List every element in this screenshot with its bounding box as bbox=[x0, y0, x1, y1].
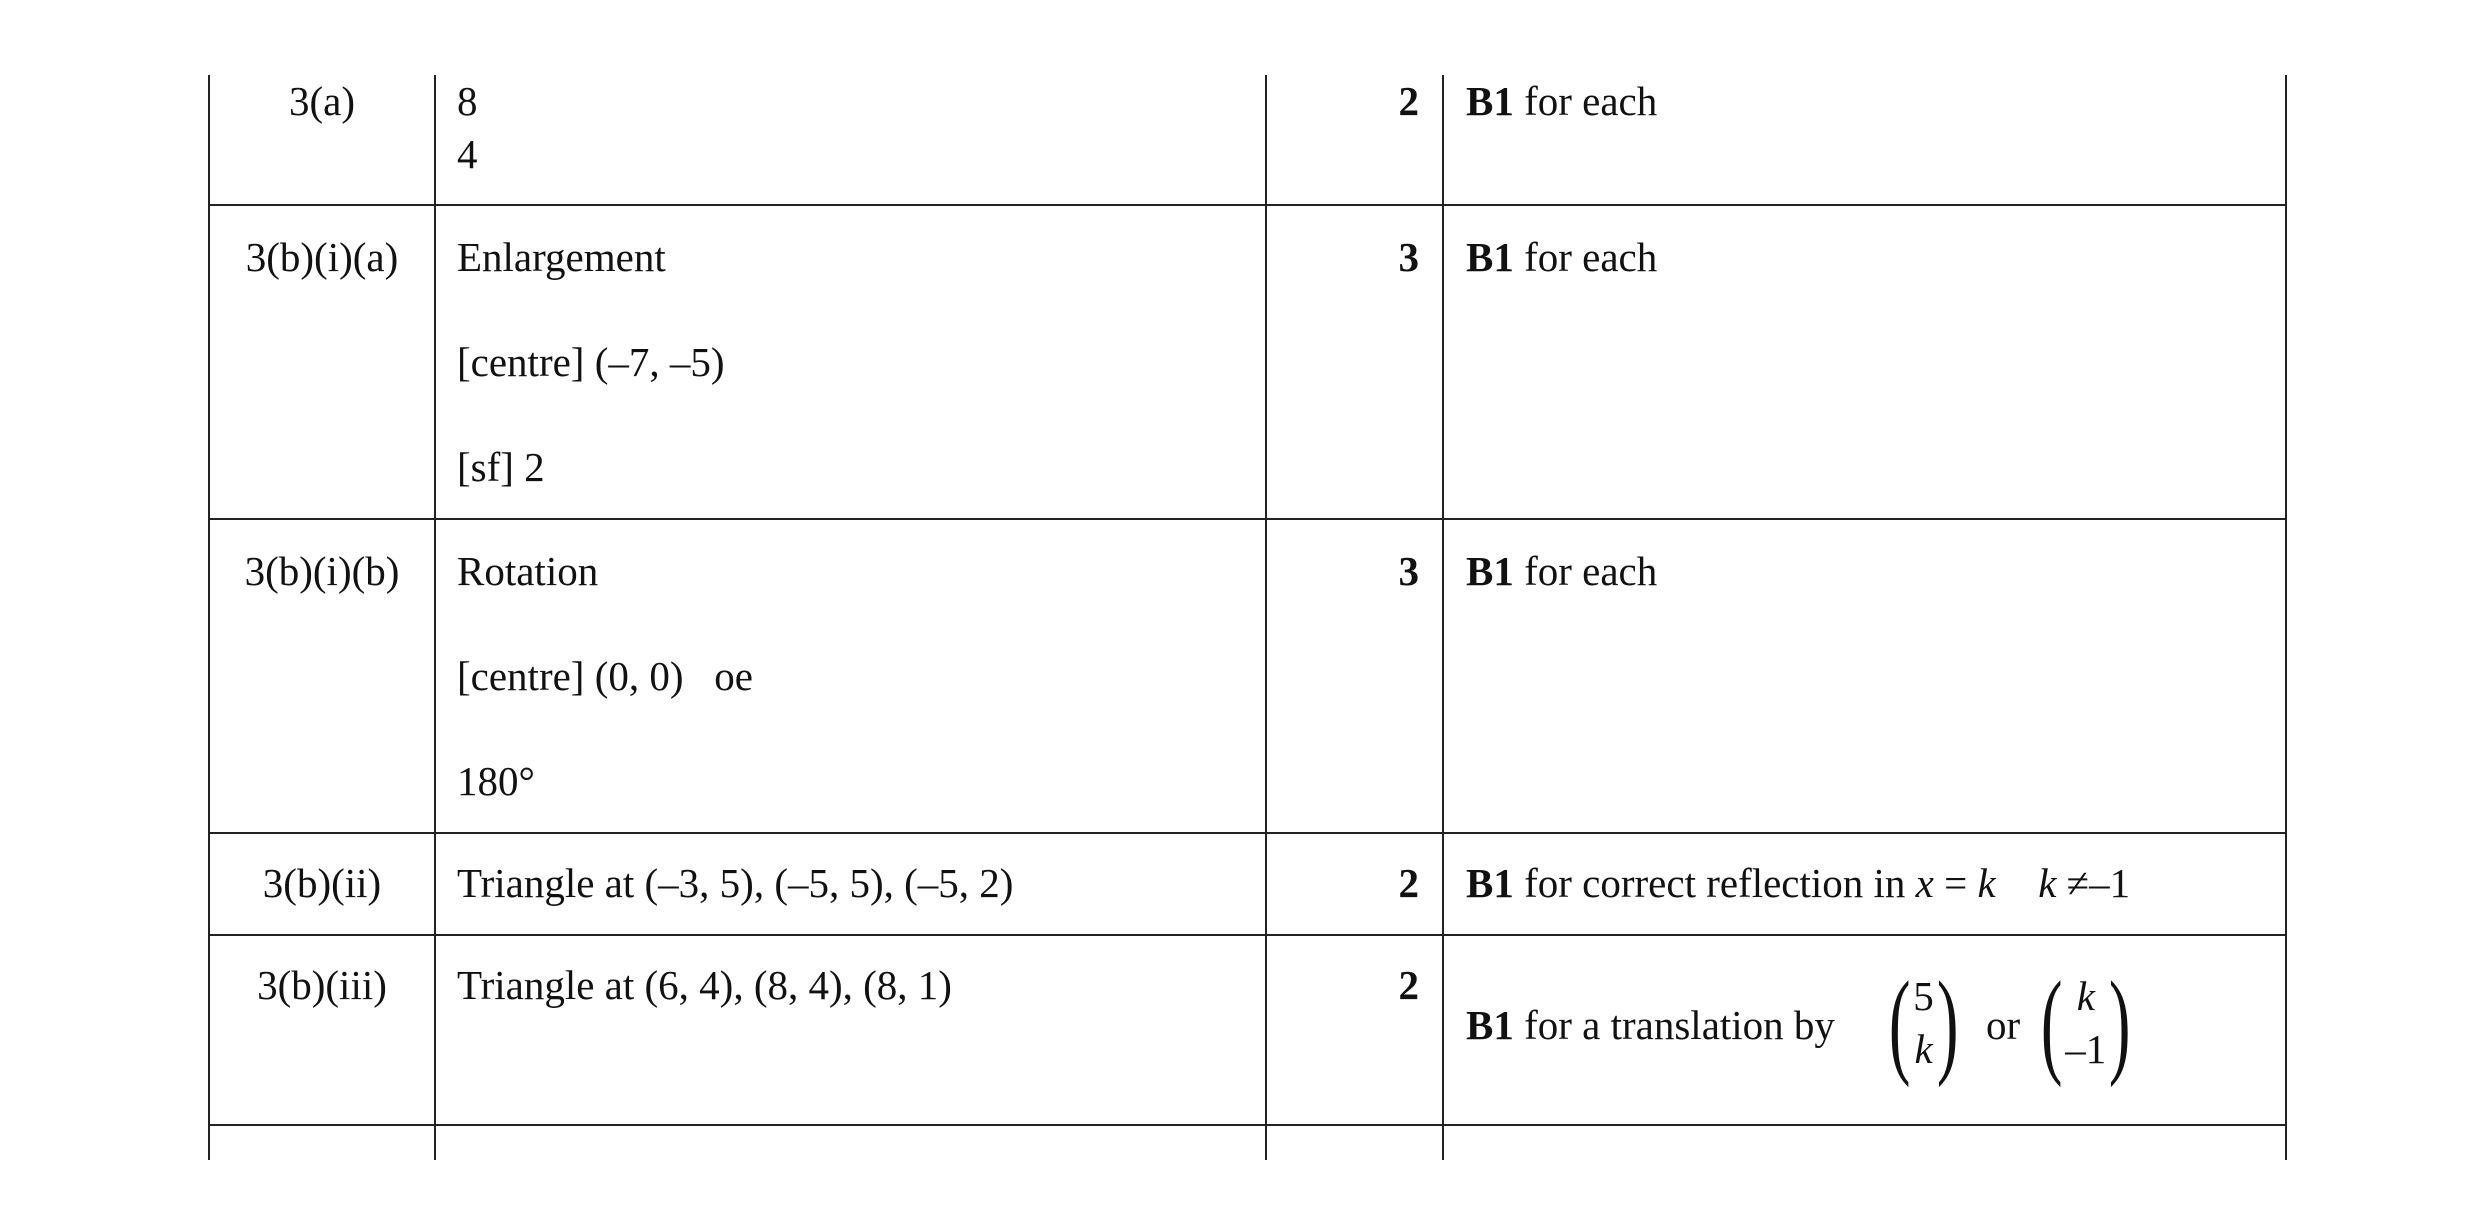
answer-line-text: [centre] (0, 0) oe bbox=[457, 653, 753, 699]
answer-line: [sf] 2 bbox=[457, 444, 545, 490]
mark-value: 2 bbox=[1398, 78, 1419, 124]
math-operator: = bbox=[1944, 860, 1968, 906]
column-vector bbox=[1880, 957, 1967, 1088]
row-divider-3 bbox=[208, 832, 2287, 834]
row-divider-1 bbox=[208, 204, 2287, 206]
part-label: 3(b)(ii) bbox=[262, 860, 382, 906]
mark-value: 2 bbox=[1398, 962, 1419, 1008]
right-parenthesis: ) bbox=[1936, 957, 1959, 1088]
math-variable: k bbox=[2038, 860, 2057, 906]
vector-bottom: k bbox=[1914, 1026, 1933, 1072]
guidance-text: for each bbox=[1524, 548, 1658, 594]
guidance-note bbox=[1466, 545, 1657, 598]
answer-line: Enlargement bbox=[457, 234, 666, 280]
table-border-right bbox=[2285, 75, 2287, 1160]
guidance-text: for each bbox=[1524, 78, 1658, 124]
row-divider-2 bbox=[208, 518, 2287, 520]
or-text: or bbox=[1986, 1002, 2021, 1048]
answer-line: 180° bbox=[457, 758, 535, 804]
right-parenthesis: ) bbox=[2109, 957, 2131, 1088]
guidance-text: for correct reflection in bbox=[1524, 860, 1906, 906]
guidance-note bbox=[1466, 231, 1657, 284]
guidance-code: B1 bbox=[1466, 234, 1514, 280]
guidance-code: B1 bbox=[1466, 78, 1514, 124]
guidance-code: B1 bbox=[1466, 548, 1514, 594]
left-parenthesis: ( bbox=[2040, 957, 2063, 1088]
answer-line: [centre] (–7, –5) bbox=[457, 339, 725, 385]
guidance-note bbox=[1466, 857, 2130, 910]
answer-line bbox=[457, 650, 753, 703]
math-operator: ≠ bbox=[2066, 860, 2090, 906]
part-label: 3(b)(iii) bbox=[257, 962, 387, 1008]
column-vector bbox=[2032, 957, 2140, 1088]
math-variable: k bbox=[1977, 860, 1996, 906]
mark-value: 2 bbox=[1398, 860, 1419, 906]
column-divider-1 bbox=[434, 75, 436, 1160]
left-parenthesis: ( bbox=[1888, 957, 1911, 1088]
guidance-note bbox=[1466, 75, 1657, 128]
guidance-code: B1 bbox=[1466, 1002, 1514, 1048]
mark-value: 3 bbox=[1398, 548, 1419, 594]
row-divider-5 bbox=[208, 1124, 2287, 1126]
answer-line: 4 bbox=[457, 131, 478, 177]
column-divider-3 bbox=[1442, 75, 1444, 1160]
guidance-text: for each bbox=[1524, 234, 1658, 280]
answer-line: Rotation bbox=[457, 548, 599, 594]
part-label: 3(a) bbox=[288, 78, 355, 124]
part-label: 3(b)(i)(a) bbox=[245, 234, 399, 280]
guidance-code: B1 bbox=[1466, 860, 1514, 906]
math-value: –1 bbox=[2089, 860, 2131, 906]
answer-line: Triangle at (–3, 5), (–5, 5), (–5, 2) bbox=[457, 860, 1014, 906]
answer-line: Triangle at (6, 4), (8, 4), (8, 1) bbox=[457, 962, 952, 1008]
vector-top: 5 bbox=[1913, 973, 1934, 1019]
guidance-text: for a translation by bbox=[1524, 1002, 1835, 1048]
row-divider-4 bbox=[208, 934, 2287, 936]
answer-line: 8 bbox=[457, 78, 478, 124]
vector-bottom: –1 bbox=[2065, 1026, 2107, 1072]
math-variable: x bbox=[1915, 860, 1934, 906]
guidance-note bbox=[1466, 999, 1835, 1052]
mark-value: 3 bbox=[1398, 234, 1419, 280]
part-label: 3(b)(i)(b) bbox=[244, 548, 400, 594]
vector-top: k bbox=[2076, 973, 2095, 1019]
